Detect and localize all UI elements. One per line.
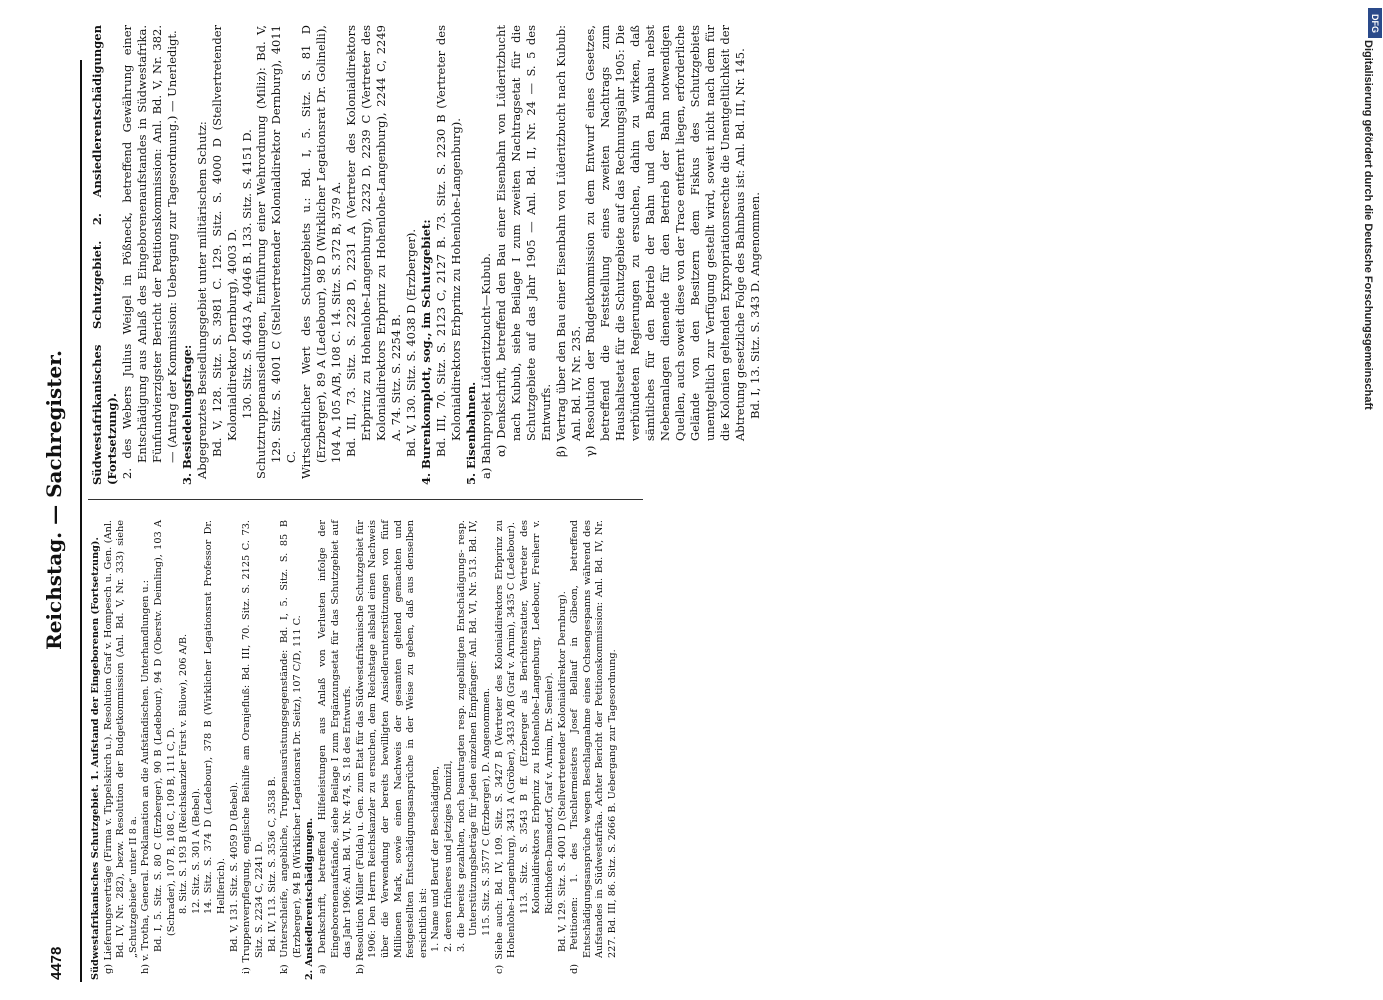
section-heading: 3. Besiedelungsfrage:	[179, 344, 194, 485]
register-entry: Bd. I, 13. Sitz. S. 343 D. Angenommen.	[747, 192, 762, 419]
page-header	[40, 0, 80, 1000]
digitization-note	[1352, 40, 1374, 1000]
register-entry: Schutztruppenansiedlungen, Einführung einer Wehrordnung (Miliz): Bd. V, 129. Sitz. S. 4001 C (Stellvertretender Kolonialdirektor Dernburg), 4011 C.	[254, 25, 299, 479]
register-entry: Bd. V, 128. Sitz. S. 3981 C. 129. Sitz. S. 4000 D (Stellvertretender Kolonialdirektor Dernburg), 4003 D.	[209, 25, 239, 457]
register-entry: h) v. Trotha, General. Proklamation an die Aufständischen. Unterhandlungen u.:	[140, 579, 152, 974]
register-entry: α) Denkschrift, betreffend den Bau einer Eisenbahn von Lüderitzbucht nach Kubub, siehe Beilage I zum zweiten Nachtragsetat für die Schutzgebiete auf das Jahr 1905 — Anl. Bd. II, Nr. 24 — S. 5 des Entwurfs.	[493, 25, 553, 457]
register-entry: Wirtschaftlicher Wert des Schutzgebiets u.: Bd. I, 5. Sitz. S. 81 D (Erzberger), 89 A (Ledebour), 98 D (Wirklicher Legationsrat Dr. Golinelli), 104 A, 105 A/B, 108 C. 14. Sitz. S. 372 B, 379 A.	[299, 25, 344, 479]
register-entry: 113. Sitz. S. 3543 B ff. (Erzberger als Berichterstatter, Vertreter des Kolonialdirektors Erbprinz zu Hohenlohe-Langenburg, Ledebour, Freiherr v. Richthofen-Damsdorf, Graf v. Arnim, Dr. Semler).	[518, 520, 555, 914]
register-entry: Bd. V, 129. Sitz. S. 4001 D (Stellvertretender Kolonialdirektor Dernburg).	[556, 591, 568, 952]
register-entry: g) Lieferungsverträge (Firma v. Tippelskirch u.). Resolution Graf v. Hompesch u. Gen. (Anl. Bd. IV, Nr. 282), bezw. Resolution der Budgetkommission (Anl. Bd. V, Nr. 333) siehe „Schutzgebiete“ unter II 8 a.	[102, 520, 139, 974]
register-entry: d) Petitionen: 1. des Tischlermeisters Josef Bellauf in Gibeon, betreffend Entschädigungsansprüche wegen Beschlagnahme eines Ochsengespanns während des Aufstandes in Südwestafrika. Achter Bericht der Petitionskommission: Anl. Bd. IV, Nr. 227. Bd. III, 86. Sitz. S. 2666 B. Uebergang zur Tagesordnung.	[569, 520, 618, 974]
register-entry: Abgegrenztes Besiedlungsgebiet unter militärischem Schutz:	[194, 121, 209, 479]
register-entry: 2. des Webers Julius Weigel in Pößneck, betreffend Gewährung einer Entschädigung aus Anlaß des Eingeborenenaufstandes in Südwestafrika. Fünfundvierzigster Bericht der Petitionskommission: Anl. Bd. V, Nr. 382. — (Antrag der Kommission: Uebergang zur Tagesordnung.) — Unerledigt.	[119, 25, 179, 479]
register-entry: c) Siehe auch: Bd. IV, 109. Sitz. S. 3427 B (Vertreter des Kolonialdirektors Erbprinz zu Hohenlohe-Langenburg), 3431 A (Gröber), 3433 A/B (Graf v. Arnim), 3435 C (Ledebour).	[493, 520, 518, 974]
register-entry: b) Resolution Müller (Fulda) u. Gen. zum Etat für das Südwestafrikanische Schutzgebiet für 1906: Den Herrn Reichskanzler zu ersuchen, dem Reichstage alsbald einen Nachweis über die Verwendung der bereits bewilligten Ansiedlerunterstützungen von fünf Millionen Mark, sowie einen Nachweis der gesamten geltend gemachten und festgestellten Entschädigungsansprüche in der Weise zu geben, daß aus denselben ersichtlich ist:	[354, 520, 429, 974]
register-entry: 14. Sitz. S. 374 D (Ledebour), 378 B (Wirklicher Legationsrat Professor Dr. Hellferich).	[203, 520, 228, 914]
section-heading: Südwestafrikanisches Schutzgebiet. 2. Ansiedlerentschädigungen (Fortsetzung).	[90, 25, 119, 485]
section-heading: 2. Ansiedlerentschädigungen.	[304, 817, 316, 980]
register-entry: 3. die bereits gezahlten, noch beantragten resp. zugebilligten Entschädigungs- resp. Unterstützungsbeträge für jeden einzelnen Empfänger: Anl. Bd. VI, Nr. 513. Bd. IV, 115. Sitz. S. 3577 C (Erzberger), D. Angenommen.	[455, 520, 492, 952]
section-heading: 4. Burenkomplott, sog., im Schutzgebiet:	[418, 219, 433, 485]
dfg-logo: DFG	[1368, 8, 1382, 38]
register-entry: Bd. V, 131. Sitz. S. 4059 D (Bebel).	[228, 781, 240, 952]
left-column	[90, 520, 630, 980]
register-entry: a) Bahnprojekt Lüderitzbucht—Kubub.	[478, 253, 493, 479]
register-entry: Bd. IV, 113. Sitz. S. 3536 C, 3538 B.	[266, 776, 278, 952]
page-number: 4478	[48, 946, 65, 980]
column-divider	[88, 499, 643, 500]
running-head: Reichstag. — Sachregister.	[42, 350, 66, 650]
register-entry: 8. Sitz. S. 193 B (Reichskanzler Fürst v. Bülow), 206 A/B.	[178, 633, 190, 914]
register-entry: 2. deren früheres und jetziges Domizil,	[443, 760, 455, 952]
register-entry: i) Truppenverpflegung, englische Beihilfe am Oranjefluß: Bd. III, 70. Sitz. S. 2125 C. 73. Sitz. S. 2234 C, 2241 D.	[241, 520, 265, 974]
register-entry: 130. Sitz. S. 4043 A, 4046 B. 133. Sitz. S. 4151 D.	[239, 129, 254, 419]
section-heading: Südwestafrikanisches Schutzgebiet. 1. Aufstand der Eingeborenen (Fortsetzung).	[90, 537, 101, 980]
register-entry: γ) Resolution der Budgetkommission zu dem Entwurf eines Gesetzes, betreffend die Feststellung eines zweiten Nachtrags zum Haushaltsetat für die Schutzgebiete auf das Rechnungsjahr 1905: Die verbündeten Regierungen zu ersuchen, dahin zu wirken, daß sämtliches für den Betrieb der Bahn und den Bahnbau nebst Nebenanlagen dienende für den Betrieb der Bahn notwendigen Quellen, auch soweit diese von der Trace entfernt liegen, erforderliche Gelände von den Besitzern dem Fiskus des Schutzgebiets unentgeltlich zur Verfügung gestellt wird, soweit nicht nach dem für die Kolonien geltenden Expropriationsrechte die Unentgeltlichkeit der Abtretung gesetzliche Folge des Bahnbaus ist: Anl. Bd. III, Nr. 145.	[583, 25, 747, 457]
register-entry: 1. Name und Beruf der Beschädigten,	[430, 765, 442, 952]
digitization-note-text: Digitalisierung gefördert durch die Deutsche Forschungsgemeinschaft	[1362, 40, 1374, 410]
register-entry: k) Unterschleife, angebliche, Truppenausrüstungsgegenstände: Bd. I, 5. Sitz. S. 85 B (Erzberger), 94 B (Wirklicher Legationsrat Dr. Seitz), 107 C/D, 111 C.	[279, 520, 303, 974]
register-entry: β) Vertrag über den Bau einer Eisenbahn von Lüderitzbucht nach Kubub: Anl. Bd. IV, Nr. 235.	[553, 25, 583, 457]
header-rule	[80, 60, 82, 982]
register-entry: Bd. V, 130. Sitz. S. 4038 D (Erzberger).	[404, 228, 419, 457]
right-column	[90, 25, 780, 485]
register-entry: a) Denkschrift, betreffend Hilfeleistungen aus Anlaß von Verlusten infolge der Eingeborenenaufstände, siehe Beilage I zum Ergänzungsetat für das Schutzgebiet auf das Jahr 1906: Anl. Bd. VI, Nr. 474, S. 18 des Entwurfs.	[316, 520, 354, 974]
register-entry: 12. Sitz. S. 301 A (Bebel).	[190, 788, 202, 914]
register-entry: Bd. III, 70. Sitz. S. 2123 C, 2127 B. 73. Sitz. S. 2230 B (Vertreter des Kolonialdirektors Erbprinz zu Hohenlohe-Langenburg).	[433, 25, 463, 457]
section-heading: 5. Eisenbahnen.	[463, 381, 478, 485]
register-entry: Bd. I, 5. Sitz. S. 80 C (Erzberger), 90 B (Ledebour), 94 D (Oberstv. Deimling), 103 A (Schrader), 107 B, 108 C, 109 B, 111 C, D.	[153, 520, 177, 952]
register-entry: Bd. III, 73. Sitz. S. 2228 D, 2231 A (Vertreter des Kolonialdirektors Erbprinz zu Hohenlohe-Langenburg), 2232 D, 2239 C (Vertreter des Kolonialdirektors Erbprinz zu Hohenlohe-Langenburg), 2244 C, 2249 A. 74. Sitz. S. 2254 B.	[344, 25, 404, 457]
